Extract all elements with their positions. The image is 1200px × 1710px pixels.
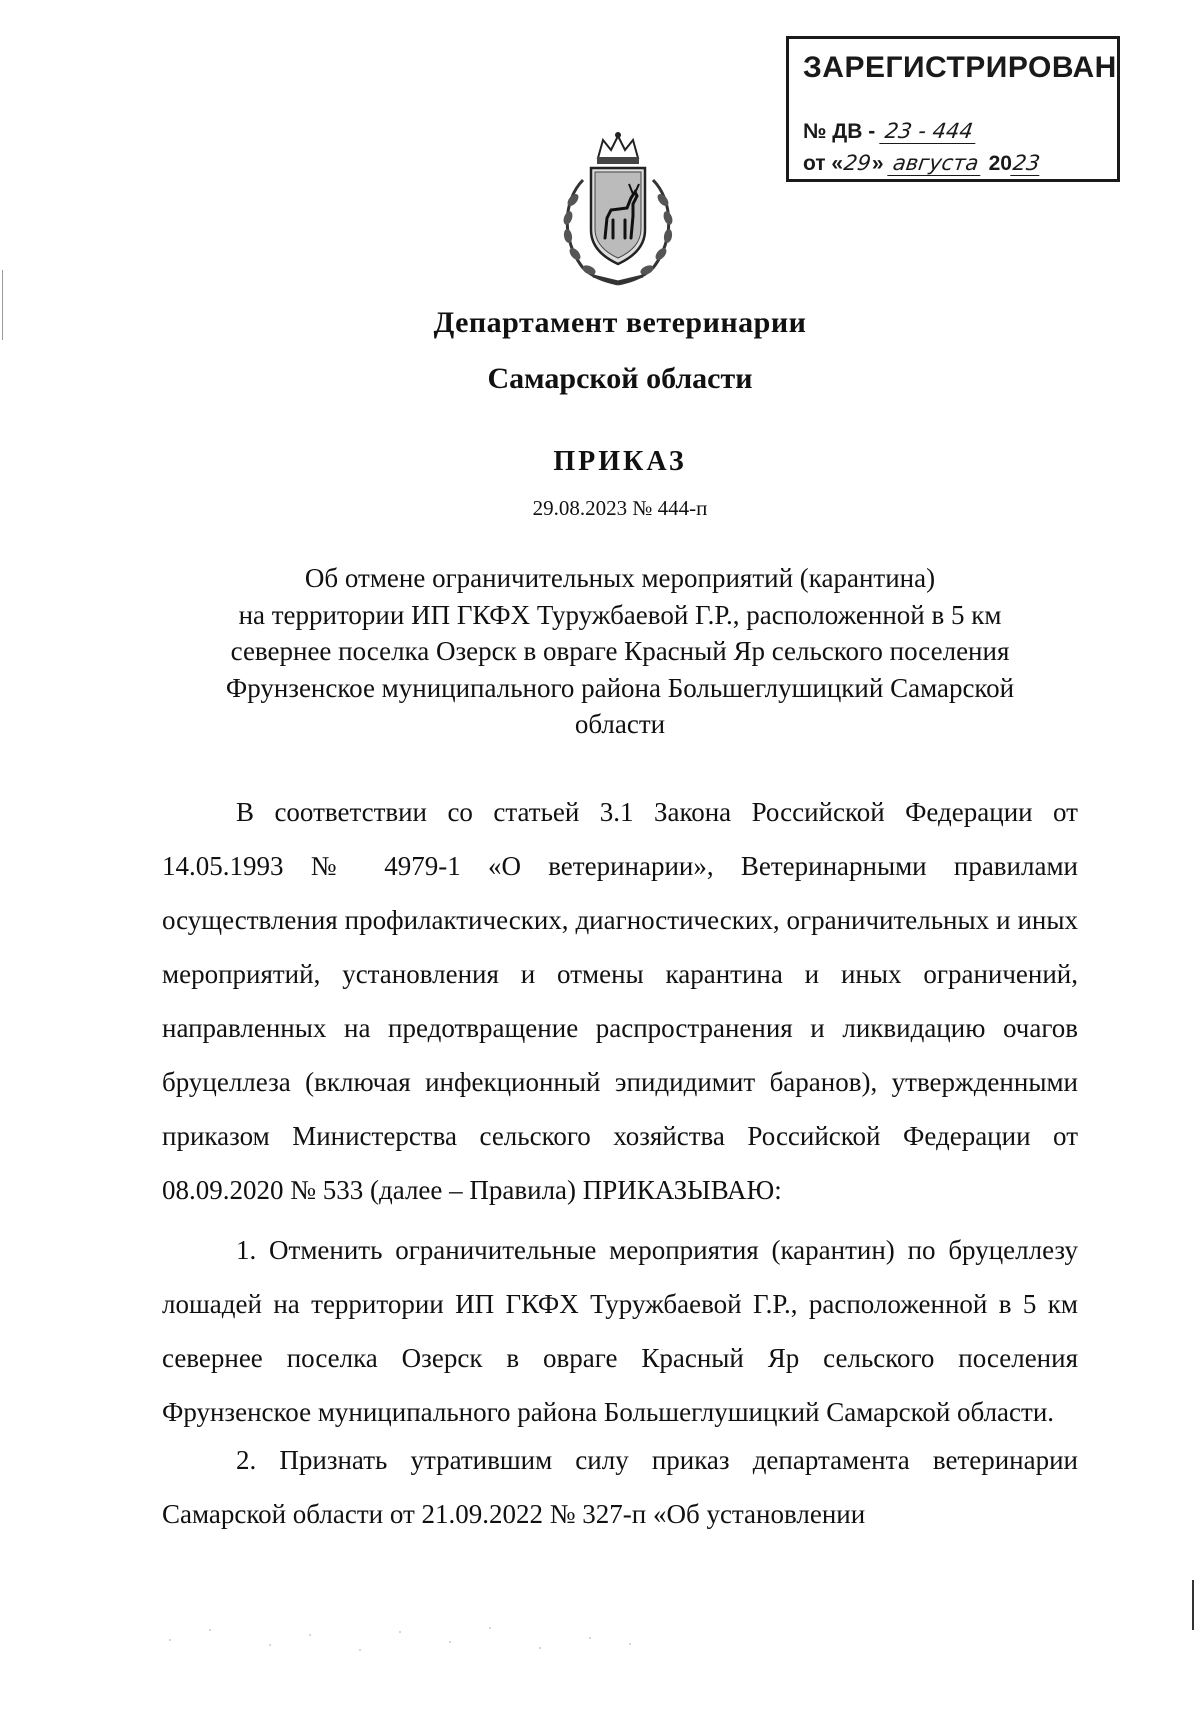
subject-line: Об отмене ограничительных мероприятий (карантина) [304, 563, 936, 593]
order-item-2: 2. Признать утратившим силу приказ департамента ветеринарии Самарской области от 21.09.2022 № 327-п «Об установлении [162, 1445, 1078, 1529]
subject-line: области [574, 709, 666, 739]
stamp-date-prefix: от « [803, 152, 844, 175]
document-type-title: ПРИКАЗ [553, 446, 687, 477]
stamp-date-year-prefix: 20 [988, 152, 1012, 175]
stamp-number-handwritten: 23 - 444 [879, 119, 978, 144]
subject-line: Фрунзенское муниципального района Большеглушицкий Самарской [225, 672, 1015, 703]
department-name-line1: Департамент ветеринарии [433, 306, 807, 339]
order-item-1: 1. Отменить ограничительные мероприятия (карантин) по бруцеллезу лошадей на территории ИП ГКФХ Туружбаевой Г.Р., расположенной в 5 км севернее поселка Озерск в овраге Красный Яр сельского поселения Фрунзенское муниципального района Большеглушицкий Самарской области. [162, 1235, 1078, 1427]
preamble-paragraph: В соответствии со статьей 3.1 Закона Российской Федерации от 14.05.1993 № 4979-1 «О ветеринарии», Ветеринарными правилами осуществления профилактических, диагностических, ограничительных и иных мероприятий, установления и отмены карантина и иных ограничений, направленных на предотвращение распространения и ликвидацию очагов бруцеллеза (включая инфекционный эпидидимит баранов), утвержденными приказом Министерства сельского хозяйства Российской Федерации от 08.09.2020 № 533 (далее – Правила) ПРИКАЗЫВАЮ: [162, 797, 1078, 1205]
stamp-date-day: 29 [842, 151, 873, 175]
scan-edge-mark [2, 270, 3, 340]
scan-edge-mark [1192, 1580, 1194, 1630]
stamp-date-year: 23 [1011, 151, 1042, 175]
department-name-line2: Самарской области [487, 362, 753, 395]
stamp-number-row [803, 119, 977, 144]
registration-stamp [786, 36, 1120, 182]
stamp-date-mid: » [871, 152, 884, 175]
stamp-title: ЗАРЕГИСТРИРОВАН [803, 51, 1117, 84]
stamp-number-prefix: № ДВ - [803, 120, 876, 143]
document-date-number: 29.08.2023 № 444-п [532, 496, 708, 520]
stamp-date-month: августа [888, 151, 985, 176]
stamp-date-row [803, 151, 1041, 176]
document-subject [190, 560, 1050, 743]
subject-line: на территории ИП ГКФХ Туружбаевой Г.Р., расположенной в 5 км [238, 599, 1002, 630]
subject-line: севернее поселка Озерск в овраге Красный Яр сельского поселения [230, 636, 1010, 666]
coat-of-arms-icon [553, 130, 683, 290]
scan-noise [150, 1620, 650, 1660]
